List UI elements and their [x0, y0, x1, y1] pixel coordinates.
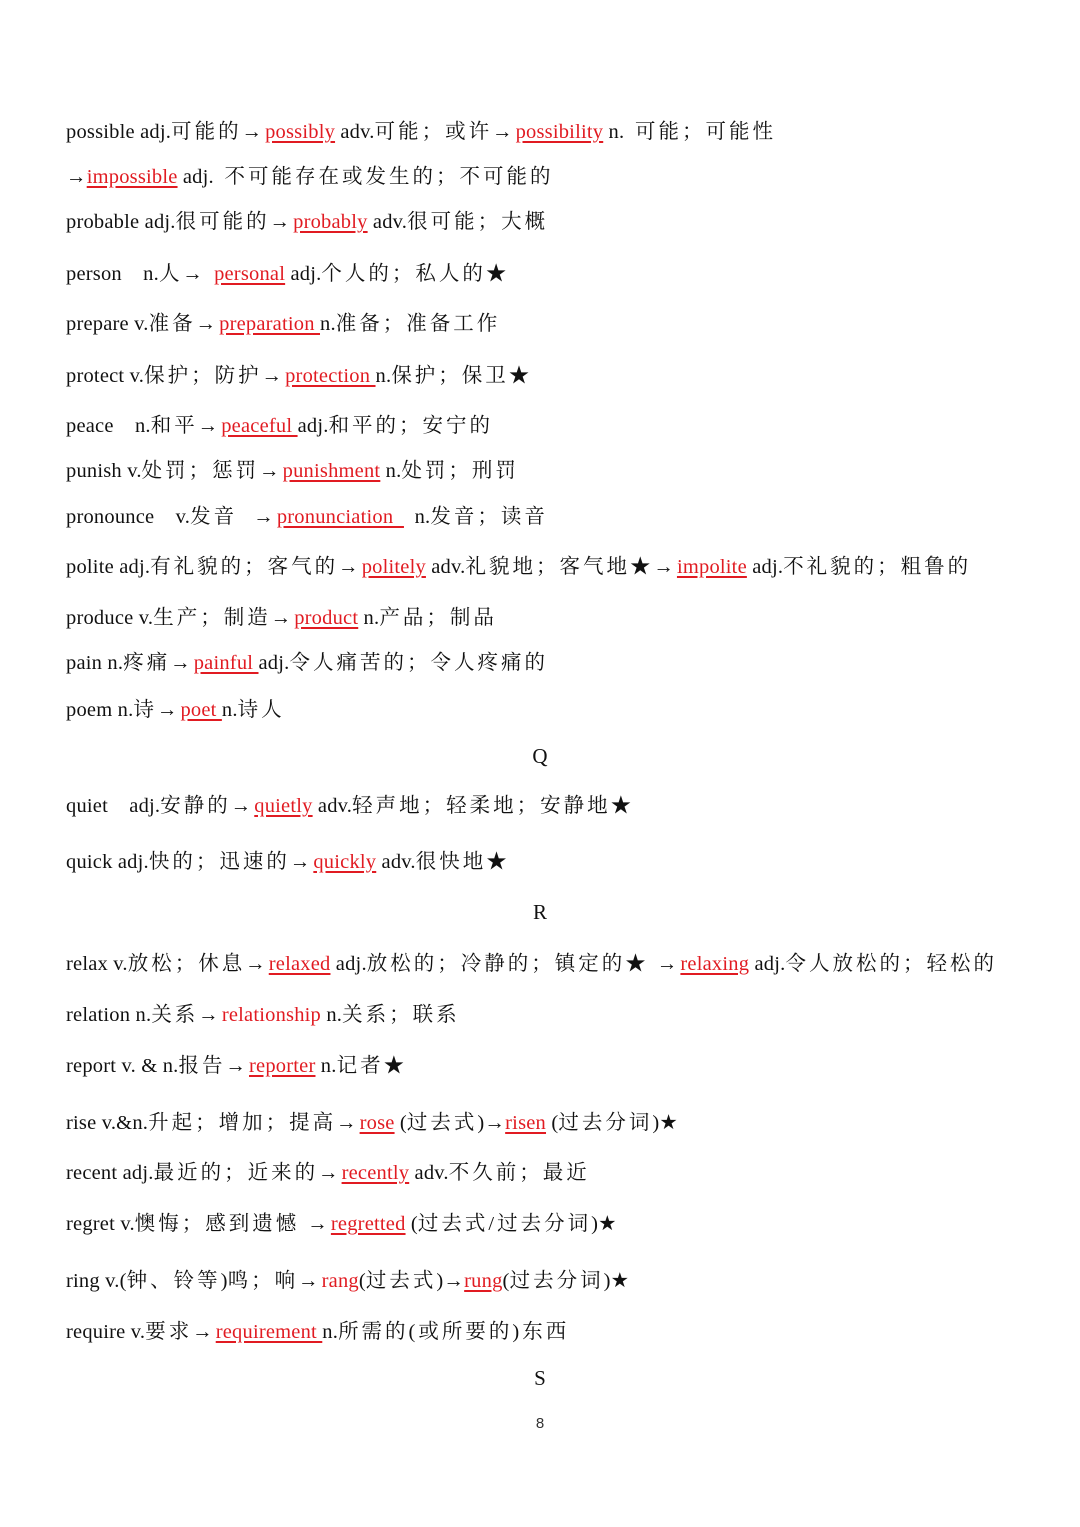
entry-text: 很快地★ [415, 851, 510, 873]
entry-text: quiet adj. [66, 795, 161, 817]
entry-text: )★ [652, 1112, 678, 1134]
derived-word: impolite [676, 556, 747, 578]
derived-word: rose [359, 1112, 395, 1134]
vocab-entry [66, 1001, 1040, 1029]
entry-text: adv. [335, 121, 375, 143]
entry-text: punish v. [66, 460, 142, 482]
entry-text: 人→ [158, 263, 215, 285]
entry-text: 和平→ [150, 415, 222, 437]
derived-word: politely [361, 556, 426, 578]
entry-text: pain n. [66, 652, 124, 674]
derived-word: relationship [221, 1004, 321, 1026]
derived-word: quietly [254, 795, 313, 817]
entry-text: 可能；或许→ [374, 121, 516, 143]
entry-text: adv. [376, 851, 416, 873]
derived-word: painful [193, 652, 259, 674]
entry-text: ( [502, 1270, 510, 1292]
derived-word: poet [180, 699, 222, 721]
entry-text: 诗人 [237, 699, 285, 721]
entry-text: 报告→ [178, 1055, 249, 1077]
vocab-entry [66, 1052, 1040, 1080]
entry-text: adj. [749, 953, 786, 975]
entry-text: 放松；休息→ [127, 953, 269, 975]
derived-word: preparation [219, 313, 320, 335]
vocab-entry [66, 310, 1040, 338]
vocab-entry [66, 260, 1040, 288]
derived-word: pronunciation [276, 506, 404, 528]
entry-text: adv. [425, 556, 466, 578]
entry-text: 很可能；大概 [407, 211, 549, 233]
entry-text: 升起；增加；提高→ [148, 1112, 360, 1134]
entry-text: 过去式 [365, 1270, 437, 1292]
vocab-entry [66, 457, 1040, 485]
entry-text: n. [315, 1055, 337, 1077]
entry-text: )★ [591, 1213, 617, 1235]
page-number: 8 [535, 1415, 545, 1432]
entry-text: regret v. [66, 1213, 135, 1235]
entry-text: ( [358, 1270, 366, 1292]
section-heading: Q [532, 744, 548, 768]
derived-word: relaxing [680, 953, 750, 975]
entry-text: prepare v. [66, 313, 149, 335]
entry-text: )★ [603, 1270, 630, 1292]
entry-text: 疼痛→ [123, 652, 194, 674]
section-heading: R [532, 900, 547, 924]
vocab-entry [66, 649, 1040, 677]
entry-text: 要求→ [145, 1321, 216, 1343]
derived-word: impossible [86, 166, 178, 188]
vocab-entry [66, 604, 1040, 632]
derived-word: reporter [249, 1055, 316, 1077]
derived-word: possibly [265, 121, 336, 143]
derived-word: peaceful [221, 415, 298, 437]
entry-text: 诗→ [133, 699, 181, 721]
entry-text: 最近的；近来的→ [153, 1162, 342, 1184]
entry-text: 放松的；冷静的；镇定的★ → [366, 953, 681, 975]
entry-text: 个人的；私人的★ [321, 263, 510, 285]
entry-text: 处罚；刑罚 [401, 460, 519, 482]
entry-text: probable adj. [66, 211, 176, 233]
entry-text: ring v.( [66, 1270, 127, 1292]
entry-text: 有礼貌的；客气的→ [150, 556, 362, 578]
derived-word: protection [285, 365, 376, 387]
entry-text: 过去分词 [509, 1270, 604, 1292]
entry-text: 令人放松的；轻松的 [785, 953, 997, 975]
derived-word: risen [505, 1112, 547, 1134]
entry-text: 保护；防护→ [144, 365, 286, 387]
vocab-entry [66, 950, 1040, 978]
entry-text: 准备；准备工作 [335, 313, 501, 335]
entry-text: 不礼貌的；粗鲁的 [783, 556, 972, 578]
derived-word: regretted [330, 1213, 406, 1235]
entry-text: relation n. [66, 1004, 152, 1026]
entry-text: 可能；可能性 [634, 121, 776, 143]
entry-text: 不可能存在或发生的；不可能的 [224, 166, 554, 188]
entry-text: require v. [66, 1321, 146, 1343]
vocab-entry [66, 792, 1040, 820]
entry-text: ) [220, 1270, 228, 1292]
entry-text: n. [603, 121, 635, 143]
entry-text: report v. & n. [66, 1055, 179, 1077]
derived-word: recently [341, 1162, 410, 1184]
vocab-entry [66, 412, 1040, 440]
entry-text: 快的；迅速的→ [148, 851, 314, 873]
entry-text: recent adj. [66, 1162, 154, 1184]
derived-word: product [294, 607, 359, 629]
derived-word: personal [214, 263, 286, 285]
entry-text: 令人痛苦的；令人疼痛的 [289, 652, 548, 674]
entry-text: possible adj. [66, 121, 172, 143]
derived-word: punishment [282, 460, 381, 482]
entry-text: adv. [312, 795, 353, 817]
entry-text: 轻声地；轻柔地；安静地★ [352, 795, 635, 817]
vocab-entry [66, 553, 1040, 581]
derived-word: rung [464, 1270, 503, 1292]
entry-text: produce v. [66, 607, 154, 629]
vocab-entry [66, 1267, 1040, 1295]
entry-text: n. [358, 607, 380, 629]
vocab-entry [66, 1318, 1040, 1346]
entry-text: 不久前；最近 [448, 1162, 590, 1184]
entry-text: peace n. [66, 415, 151, 437]
entry-text: )→ [436, 1270, 465, 1292]
entry-text: 所需的(或所要的)东西 [338, 1321, 570, 1343]
entry-text: adj. [285, 263, 322, 285]
entry-text: pronounce v. [66, 506, 191, 528]
entry-text: 礼貌地；客气地★→ [465, 556, 677, 578]
entry-text: n. [321, 1004, 343, 1026]
vocab-entry [66, 696, 1040, 724]
derived-word: possibility [515, 121, 604, 143]
entry-text: → [66, 166, 87, 188]
entry-text: adj. [177, 166, 225, 188]
entry-text: n. [403, 506, 431, 528]
entry-text: adv. [409, 1162, 449, 1184]
vocab-entry [66, 118, 1040, 146]
entry-text: 关系→ [151, 1004, 222, 1026]
vocab-entry [66, 362, 1040, 390]
entry-text: polite adj. [66, 556, 151, 578]
entry-text: 发音 → [190, 506, 277, 528]
entry-text: relax v. [66, 953, 128, 975]
entry-text: adj. [746, 556, 784, 578]
entry-text: 钟、铃等 [126, 1270, 221, 1292]
entry-text: protect v. [66, 365, 145, 387]
vocab-entry [66, 1109, 1040, 1137]
vocab-entry [66, 503, 1040, 531]
entry-text: 准备→ [148, 313, 220, 335]
entry-text: 过去分词 [558, 1112, 653, 1134]
derived-word: quickly [313, 851, 377, 873]
entry-text: 处罚；惩罚→ [141, 460, 283, 482]
section-heading: S [534, 1366, 546, 1390]
vocab-entry [66, 1159, 1040, 1187]
vocab-entry [66, 163, 1040, 191]
entry-text: 可能的→ [171, 121, 266, 143]
derived-word: rang [321, 1270, 359, 1292]
entry-text: 安静的→ [160, 795, 255, 817]
entry-text: )→ [477, 1112, 506, 1134]
entry-text: 保护；保卫★ [391, 365, 533, 387]
entry-text: 鸣；响→ [227, 1270, 322, 1292]
entry-text: 过去式 [406, 1112, 478, 1134]
entry-text: ( [405, 1213, 418, 1235]
entry-text: 产品；制品 [379, 607, 497, 629]
entry-text: rise v.&n. [66, 1112, 149, 1134]
entry-text: n. [375, 365, 392, 387]
derived-word: relaxed [268, 953, 331, 975]
entry-text: ( [546, 1112, 559, 1134]
derived-word: requirement [215, 1321, 323, 1343]
vocab-entry [66, 848, 1040, 876]
entry-text: 懊悔；感到遗憾 → [134, 1213, 331, 1235]
entry-text: 记者★ [336, 1055, 408, 1077]
entry-text: 和平的；安宁的 [328, 415, 494, 437]
entry-text: n. [322, 1321, 339, 1343]
entry-text: ( [394, 1112, 407, 1134]
entry-text: n. [221, 699, 238, 721]
entry-text: poem n. [66, 699, 134, 721]
entry-text: adj. [258, 652, 290, 674]
entry-text: adv. [367, 211, 408, 233]
vocab-entry [66, 1210, 1040, 1238]
entry-text: 发音；读音 [430, 506, 548, 528]
entry-text: quick adj. [66, 851, 149, 873]
entry-text: adj. [297, 415, 329, 437]
entry-text: adj. [330, 953, 367, 975]
entry-text: 过去式/过去分词 [417, 1213, 592, 1235]
entry-text: n. [320, 313, 336, 335]
vocab-entry [66, 208, 1040, 236]
derived-word: probably [293, 211, 368, 233]
entry-text: person n. [66, 263, 159, 285]
entry-text: 生产；制造→ [153, 607, 295, 629]
entry-text: n. [380, 460, 402, 482]
entry-text: 关系；联系 [342, 1004, 460, 1026]
entry-text: 很可能的→ [175, 211, 294, 233]
